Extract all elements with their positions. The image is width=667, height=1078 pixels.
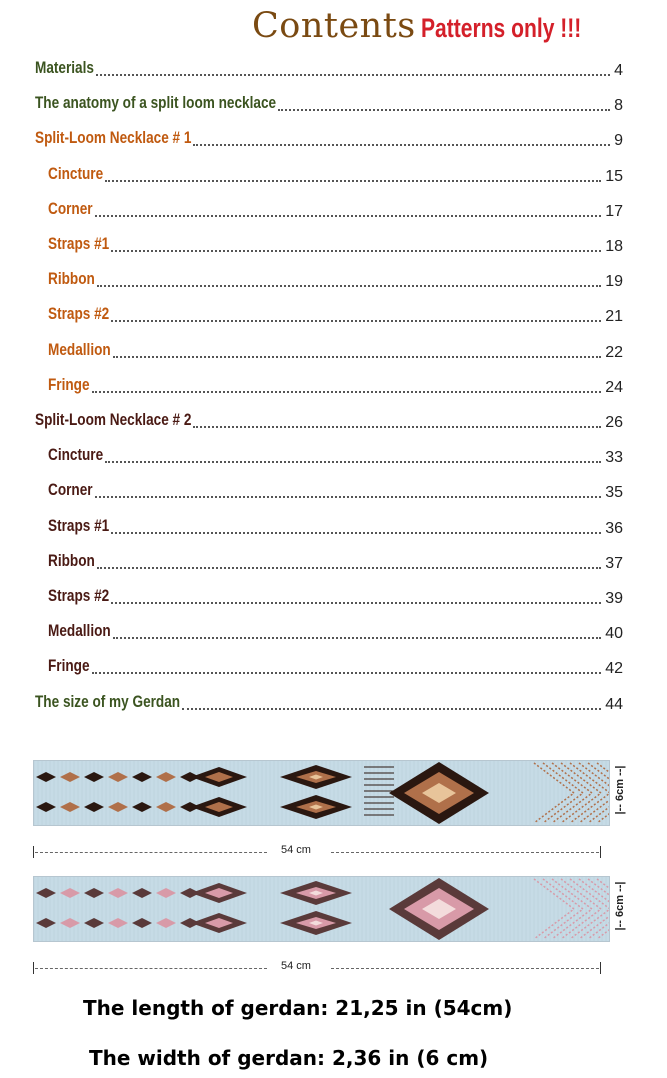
toc-entry[interactable] bbox=[0, 474, 667, 504]
toc-entry-label: Cincture bbox=[48, 445, 104, 465]
contents-header bbox=[0, 0, 667, 55]
toc-entry-page: 26 bbox=[605, 414, 623, 431]
toc-entry-label: Corner bbox=[48, 198, 93, 218]
toc-entry-label: Straps #2 bbox=[48, 304, 110, 324]
toc-entry[interactable] bbox=[0, 122, 667, 152]
page-title: Contents bbox=[252, 6, 416, 46]
toc-entry-page: 40 bbox=[605, 625, 623, 643]
toc-entry-page: 15 bbox=[605, 167, 623, 185]
toc-entry-label: Ribbon bbox=[48, 269, 95, 289]
toc-entry[interactable] bbox=[0, 686, 667, 716]
toc-leader-dots bbox=[95, 496, 602, 498]
necklace-1-length-label: 54 cm bbox=[281, 844, 311, 856]
gerdan-length-text: The length of gerdan: 21,25 in (54cm) bbox=[83, 996, 513, 1020]
toc-entry-label: Ribbon bbox=[48, 550, 95, 570]
toc-leader-dots bbox=[111, 532, 601, 534]
toc-leader-dots bbox=[111, 320, 601, 322]
toc-entry-label: Split-Loom Necklace # 2 bbox=[35, 410, 192, 429]
toc-entry-page: 42 bbox=[605, 660, 623, 678]
toc-entry[interactable] bbox=[0, 228, 667, 258]
toc-entry-label: The anatomy of a split loom necklace bbox=[35, 93, 277, 113]
toc-leader-dots bbox=[111, 250, 601, 252]
toc-entry-page: 35 bbox=[605, 484, 623, 502]
toc-entry-page: 24 bbox=[605, 378, 623, 396]
toc-entry-label: The size of my Gerdan bbox=[35, 691, 181, 711]
toc-entry[interactable] bbox=[0, 193, 667, 223]
toc-leader-dots bbox=[92, 391, 602, 393]
toc-leader-dots bbox=[182, 708, 601, 710]
toc-entry-label: Fringe bbox=[48, 374, 90, 394]
toc-leader-dots bbox=[111, 602, 601, 604]
toc-entry-page: 44 bbox=[605, 695, 623, 713]
toc-entry-page: 18 bbox=[605, 238, 623, 255]
toc-entry-page: 8 bbox=[614, 97, 623, 115]
toc-entry-page: 22 bbox=[605, 343, 623, 361]
toc-entry[interactable] bbox=[0, 263, 667, 293]
toc-entry[interactable] bbox=[0, 369, 667, 399]
necklace-2-width-label: |-- 6cm --| bbox=[614, 881, 626, 931]
toc-entry-label: Corner bbox=[48, 480, 93, 500]
toc-entry-page: 4 bbox=[614, 62, 623, 79]
toc-entry[interactable] bbox=[0, 439, 667, 469]
toc-leader-dots bbox=[97, 285, 601, 287]
toc-entry[interactable] bbox=[0, 545, 667, 575]
toc-entry[interactable] bbox=[0, 87, 667, 117]
toc-entry-label: Cincture bbox=[48, 163, 104, 183]
toc-entry-label: Straps #1 bbox=[48, 234, 110, 253]
toc-entry-label: Materials bbox=[35, 58, 94, 77]
toc-entry[interactable] bbox=[0, 650, 667, 680]
toc-entry[interactable] bbox=[0, 52, 667, 82]
toc-entry-label: Split-Loom Necklace # 1 bbox=[35, 128, 192, 148]
toc-entry-page: 9 bbox=[614, 132, 623, 150]
toc-entry-label: Fringe bbox=[48, 656, 90, 676]
necklace-2-pattern-strip bbox=[33, 876, 610, 942]
toc-entry-page: 17 bbox=[605, 202, 623, 220]
toc-entry[interactable] bbox=[0, 580, 667, 610]
necklace-2-length-ruler bbox=[33, 958, 603, 978]
toc-entry[interactable] bbox=[0, 298, 667, 328]
toc-entry-page: 37 bbox=[605, 554, 623, 572]
toc-entry-page: 19 bbox=[605, 273, 623, 291]
toc-entry[interactable] bbox=[0, 158, 667, 188]
toc-leader-dots bbox=[113, 356, 601, 358]
toc-entry-label: Medallion bbox=[48, 339, 111, 359]
toc-leader-dots bbox=[105, 461, 601, 463]
necklace-1-width-label: |-- 6cm --| bbox=[614, 765, 626, 815]
toc-leader-dots bbox=[278, 109, 610, 111]
toc-entry-page: 39 bbox=[605, 590, 623, 607]
toc-entry-page: 21 bbox=[605, 308, 623, 326]
toc-leader-dots bbox=[97, 567, 601, 569]
toc-entry-label: Straps #1 bbox=[48, 515, 110, 535]
toc-leader-dots bbox=[113, 637, 601, 639]
toc-entry-label: Medallion bbox=[48, 621, 111, 641]
toc-entry-page: 33 bbox=[605, 449, 623, 467]
necklace-1-length-ruler bbox=[33, 842, 603, 862]
toc-entry[interactable] bbox=[0, 510, 667, 540]
toc-entry[interactable] bbox=[0, 615, 667, 645]
toc-entry[interactable] bbox=[0, 334, 667, 364]
toc-leader-dots bbox=[95, 215, 602, 217]
toc-leader-dots bbox=[193, 426, 601, 428]
page-subtitle: Patterns only !!! bbox=[421, 13, 582, 43]
toc-entry[interactable] bbox=[0, 404, 667, 434]
toc-leader-dots bbox=[92, 672, 602, 674]
toc-leader-dots bbox=[96, 74, 610, 76]
necklace-2-length-label: 54 cm bbox=[281, 960, 311, 972]
toc-leader-dots bbox=[193, 144, 610, 146]
toc-entry-label: Straps #2 bbox=[48, 586, 110, 605]
gerdan-width-text: The width of gerdan: 2,36 in (6 cm) bbox=[89, 1046, 489, 1070]
toc-leader-dots bbox=[105, 180, 601, 182]
toc-entry-page: 36 bbox=[605, 519, 623, 537]
necklace-1-pattern-strip bbox=[33, 760, 610, 826]
